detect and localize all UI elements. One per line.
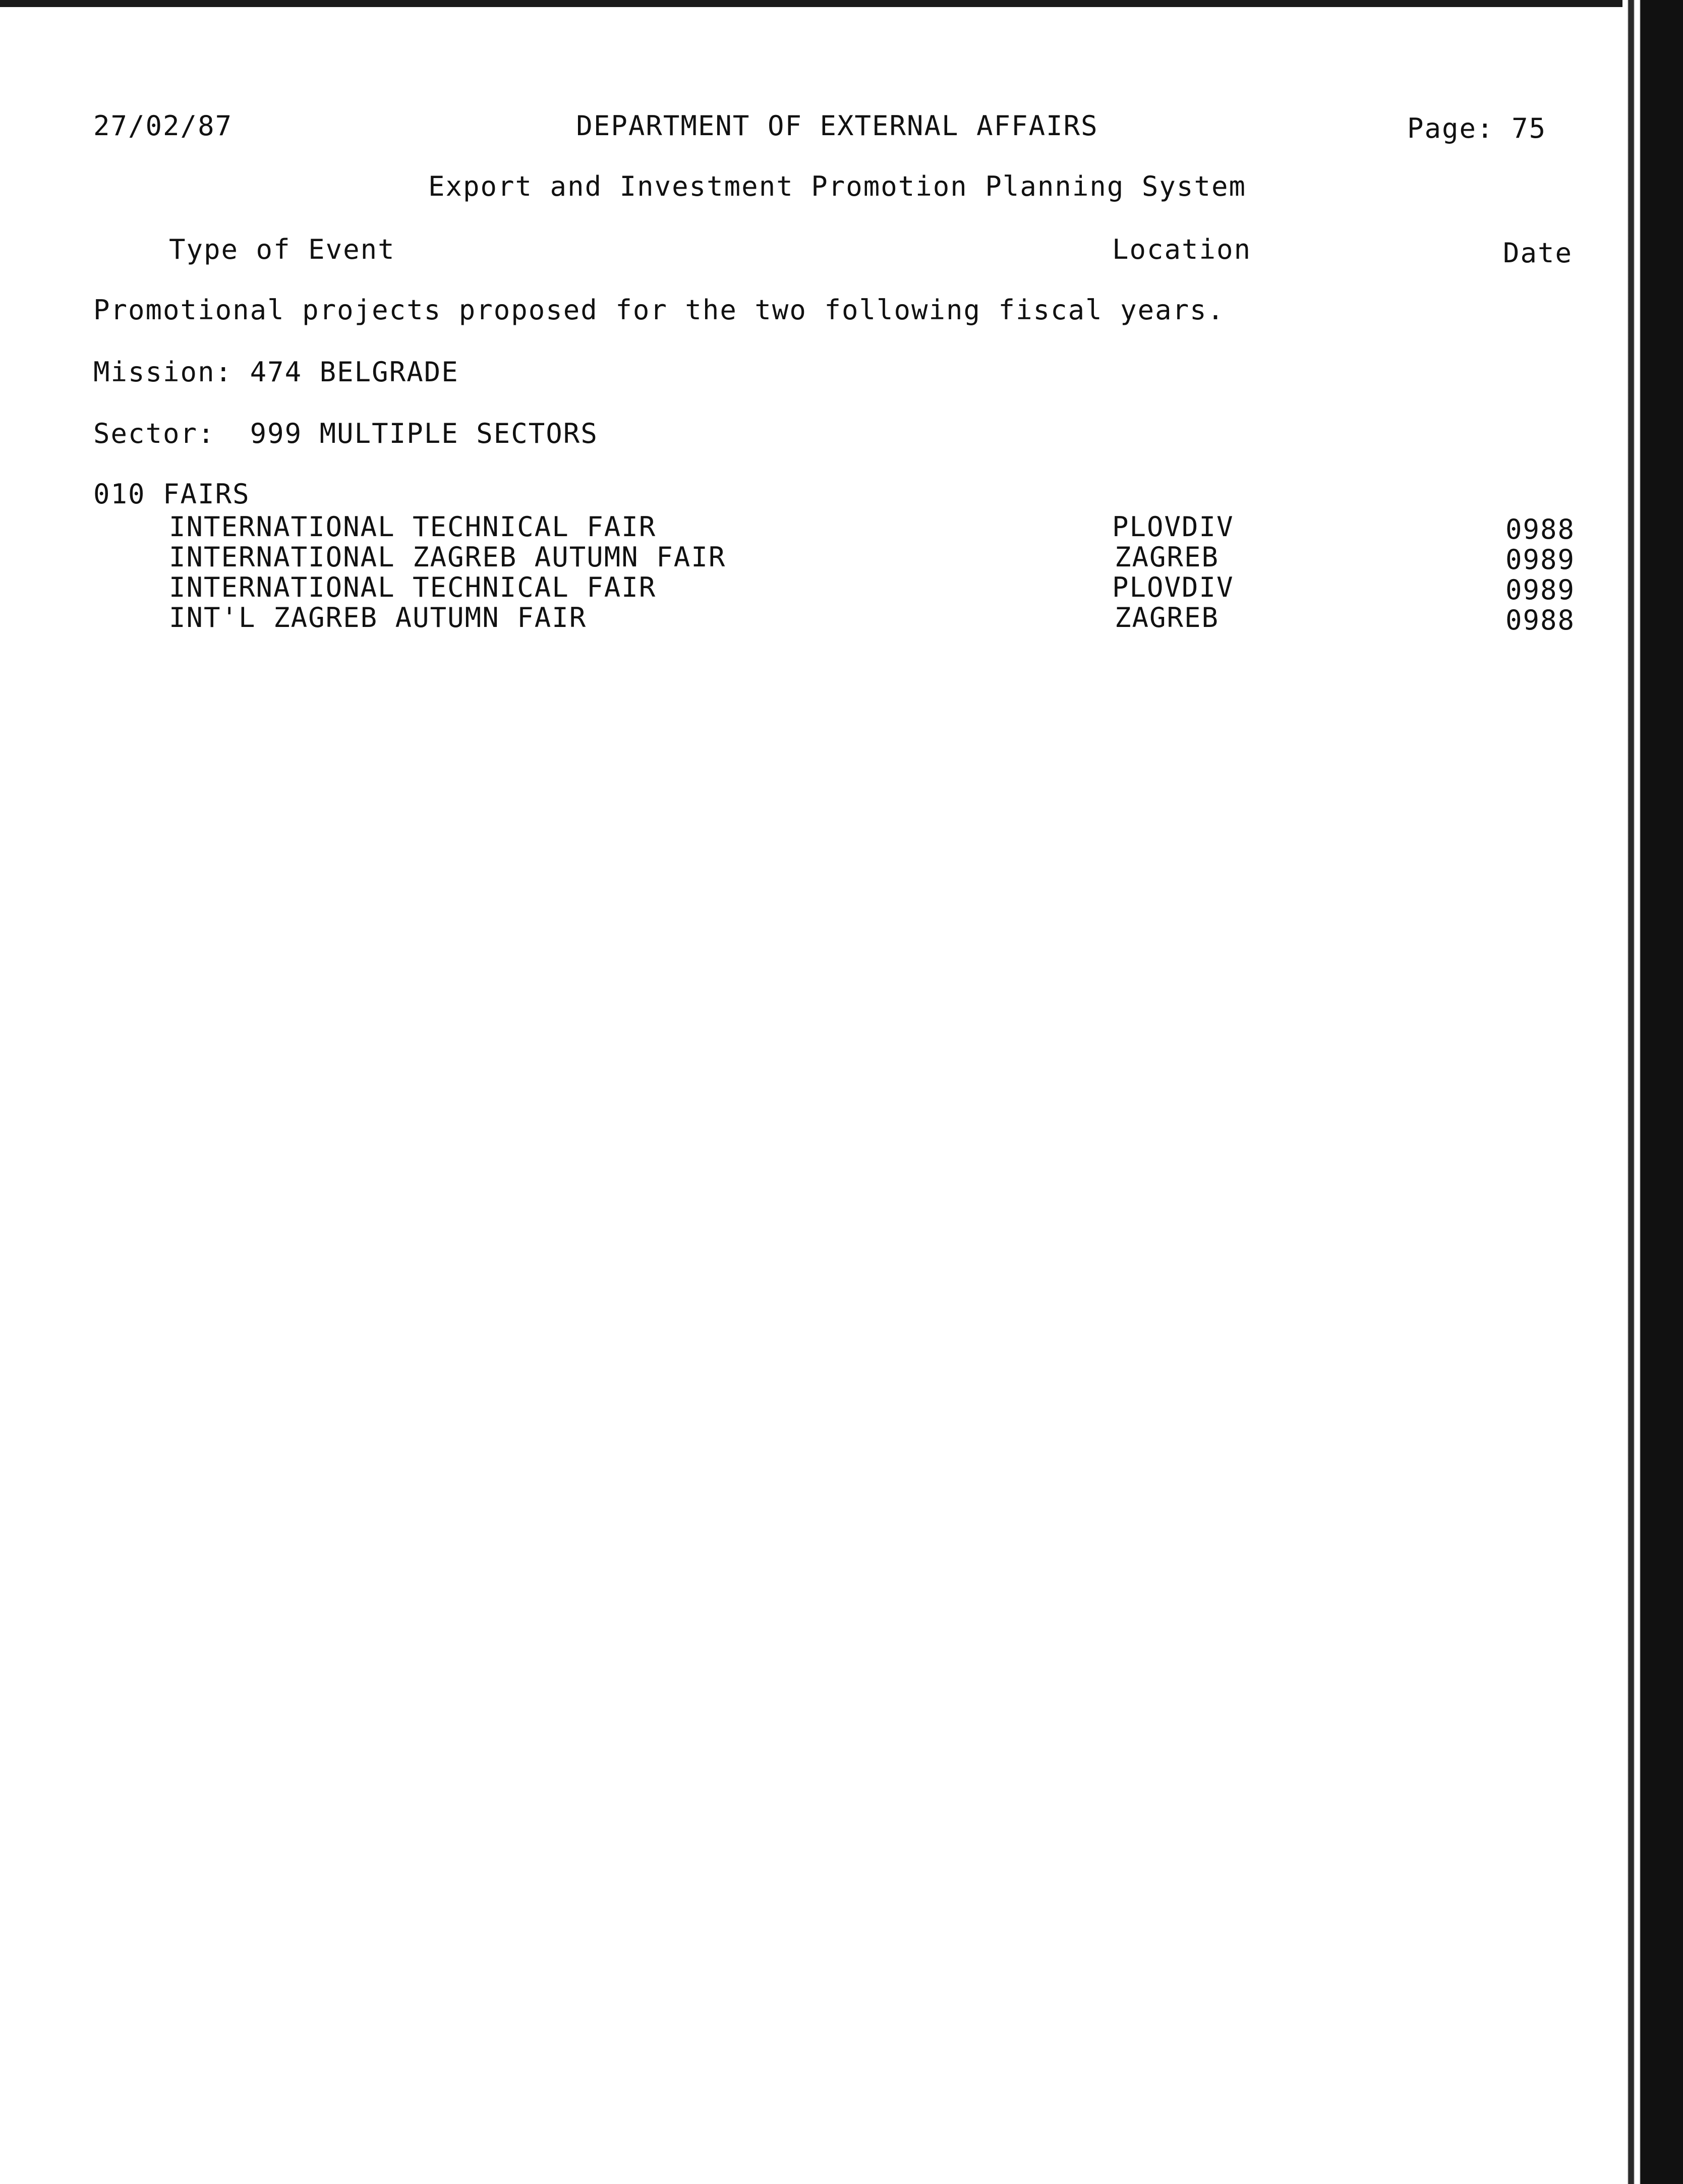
category-heading: 010 FAIRS <box>93 478 250 510</box>
column-heading-date: Date <box>1503 237 1573 269</box>
department-title: DEPARTMENT OF EXTERNAL AFFAIRS <box>576 110 1098 142</box>
event-location: ZAGREB <box>1115 541 1220 573</box>
event-date: 0989 <box>1505 574 1576 606</box>
mission-line <box>93 357 459 387</box>
column-heading-location: Location <box>1112 234 1252 265</box>
scan-top-edge <box>0 0 1683 7</box>
page-number: 75 <box>1512 112 1547 144</box>
scan-right-edge <box>1622 0 1683 2184</box>
column-heading-type-of-event: Type of Event <box>169 234 395 265</box>
event-name: INTERNATIONAL TECHNICAL FAIR <box>169 571 657 603</box>
event-name: INTERNATIONAL TECHNICAL FAIR <box>169 511 657 543</box>
event-location: ZAGREB <box>1115 602 1220 634</box>
event-date: 0989 <box>1505 544 1576 576</box>
event-name: INT'L ZAGREB AUTUMN FAIR <box>169 602 587 634</box>
event-location: PLOVDIV <box>1112 571 1234 603</box>
event-location: PLOVDIV <box>1112 511 1234 543</box>
mission-label: Mission: <box>93 356 233 388</box>
event-date: 0988 <box>1505 604 1576 636</box>
page-label: Page: <box>1407 112 1494 144</box>
page-indicator <box>1407 113 1546 144</box>
sector-value: 999 MULTIPLE SECTORS <box>250 418 598 449</box>
system-title: Export and Investment Promotion Planning System <box>428 170 1246 202</box>
event-date: 0988 <box>1505 513 1576 545</box>
event-name: INTERNATIONAL ZAGREB AUTUMN FAIR <box>169 541 726 573</box>
sector-line <box>93 419 598 449</box>
report-description: Promotional projects proposed for the two following fiscal years. <box>93 294 1225 326</box>
mission-value: 474 BELGRADE <box>250 356 459 388</box>
sector-label: Sector: <box>93 418 215 449</box>
report-date: 27/02/87 <box>93 110 233 142</box>
